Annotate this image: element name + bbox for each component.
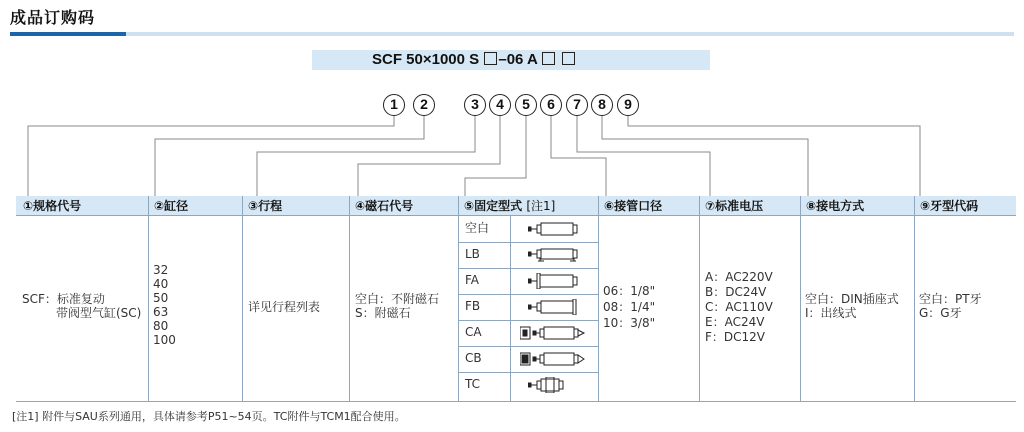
grid-line: [914, 196, 915, 401]
code-stroke: 1000: [431, 51, 465, 68]
mount-code: FA: [465, 273, 480, 287]
grid-line: [148, 196, 149, 401]
voltage-option: E：AC24V: [705, 315, 765, 329]
marker-2: 2: [413, 94, 435, 116]
marker-9: 9: [617, 94, 639, 116]
header-port: ⑥接管口径: [604, 199, 663, 213]
connector-2: [155, 116, 424, 196]
trunnion-icon: [528, 377, 568, 393]
connector-3: [257, 116, 475, 196]
connector-9: [628, 116, 920, 196]
grid-line: [458, 196, 459, 401]
wiring-line-1: 空白：DIN插座式: [805, 292, 899, 306]
bore-value: 63: [153, 305, 169, 319]
spec-line-1: SCF：标准复动: [22, 292, 105, 306]
bore-value: 100: [153, 333, 176, 347]
thread-line-2: G：G牙: [919, 306, 962, 320]
grid-line: [699, 196, 700, 401]
marker-7: 7: [566, 94, 588, 116]
mount-code: FB: [465, 299, 481, 313]
bore-value: 40: [153, 277, 169, 291]
code-times: ×: [422, 51, 432, 68]
thread-line-1: 空白：PT牙: [919, 292, 982, 306]
header-spec: ①规格代号: [23, 199, 82, 213]
bore-value: 80: [153, 319, 169, 333]
footnote: [注1] 附件与SAU系列通用，具体请参考P51~54页。TC附件与TCM1配合使用。: [12, 410, 406, 423]
mount-code: LB: [465, 247, 480, 261]
mount-code: CA: [465, 325, 482, 339]
foot-mount-icon: [528, 247, 586, 263]
header-magnet: ④磁石代号: [355, 199, 414, 213]
connector-8: [602, 116, 808, 196]
rear-flange-icon: [528, 299, 586, 315]
single-clevis-icon: [520, 325, 586, 341]
code-port: –06: [498, 51, 524, 68]
mount-code: 空白: [465, 221, 490, 235]
voltage-option: F：DC12V: [705, 330, 766, 344]
grid-line: [349, 196, 350, 401]
marker-8: 8: [591, 94, 613, 116]
grid-line: [16, 215, 1016, 216]
header-mounting-note: [注1]: [526, 199, 556, 213]
magnet-line-2: S：附磁石: [355, 306, 411, 320]
double-clevis-icon: [520, 351, 586, 367]
code-voltage: A: [527, 51, 538, 68]
marker-3: 3: [464, 94, 486, 116]
grid-line: [598, 196, 599, 401]
port-option: 06：1/8": [603, 284, 656, 298]
marker-6: 6: [540, 94, 562, 116]
header-wiring: ⑧接电方式: [806, 199, 865, 213]
header-mounting-label: ⑤固定型式: [464, 199, 523, 213]
page-title: 成品订购码: [10, 8, 96, 27]
stroke-text: 详见行程列表: [248, 300, 321, 314]
code-magnet: S: [469, 51, 480, 68]
port-option: 08：1/4": [603, 300, 656, 314]
bore-value: 50: [153, 291, 169, 305]
wiring-line-2: I：出线式: [805, 306, 857, 320]
header-stroke: ③行程: [248, 199, 283, 213]
grid-line: [242, 196, 243, 401]
header-mounting: [459, 196, 555, 216]
marker-5: 5: [515, 94, 537, 116]
connector-7: [577, 116, 710, 196]
basic-cylinder-icon: [528, 221, 586, 237]
mount-code: CB: [465, 351, 482, 365]
grid-line: [16, 401, 1016, 402]
code-prefix: SCF: [372, 51, 402, 68]
marker-4: 4: [489, 94, 511, 116]
front-flange-icon: [528, 273, 586, 289]
voltage-option: C：AC110V: [705, 300, 773, 314]
header-bore: ②缸径: [154, 199, 189, 213]
spec-line-2: 带阀型气缸(SC): [56, 306, 142, 320]
bore-value: 32: [153, 263, 169, 277]
voltage-option: A：AC220V: [705, 270, 773, 284]
connector-1: [28, 116, 394, 196]
voltage-option: B：DC24V: [705, 285, 767, 299]
connector-4: [358, 116, 500, 196]
connector-6: [551, 116, 606, 196]
code-bore: 50: [406, 51, 423, 68]
magnet-line-1: 空白：不附磁石: [355, 292, 440, 306]
grid-line: [800, 196, 801, 401]
mount-code: TC: [465, 377, 481, 391]
port-option: 10：3/8": [603, 316, 656, 330]
connector-5: [465, 116, 526, 196]
marker-1: 1: [383, 94, 405, 116]
header-voltage: ⑦标准电压: [705, 199, 764, 213]
header-thread: ⑨牙型代码: [920, 199, 979, 213]
